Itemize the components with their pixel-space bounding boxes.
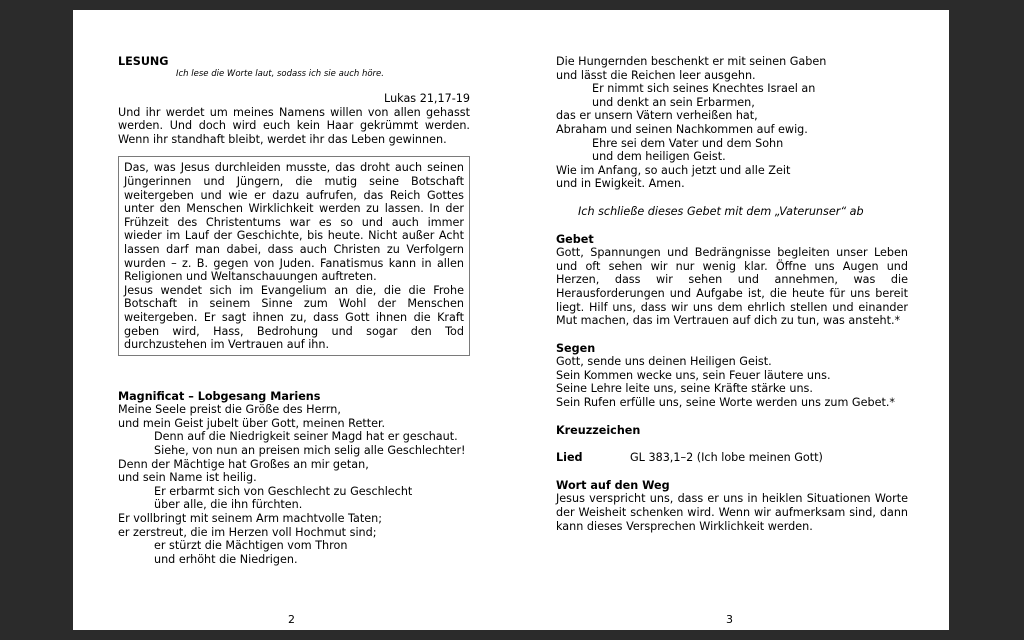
verse-line: Ehre sei dem Vater und dem Sohn: [592, 136, 784, 150]
verse-line: Denn auf die Niedrigkeit seiner Magd hat er geschaut.: [154, 430, 458, 444]
magnificat-verses: [118, 403, 470, 566]
verse-line: über alle, die ihn fürchten.: [154, 498, 303, 512]
verse-line: Abraham und seinen Nachkommen auf ewig.: [556, 122, 808, 136]
verse-line: Er nimmt sich seines Knechtes Israel an: [592, 82, 816, 96]
wort-text: Jesus verspricht uns, dass er uns in heiklen Situationen Worte der Weisheit schenken wird. Wenn wir aufmerksam sind, dann kann dieses Versprechen Wirklichkeit werden.: [556, 492, 908, 533]
verse-line: und in Ewigkeit. Amen.: [556, 177, 685, 191]
segen-line: Sein Kommen wecke uns, sein Feuer läutere uns.: [556, 368, 831, 382]
lied-row: [556, 451, 908, 465]
vaterunser-note: Ich schließe dieses Gebet mit dem „Vaterunser“ ab: [578, 204, 864, 218]
lesung-instruction: Ich lese die Worte laut, sodass ich sie auch höre.: [176, 69, 384, 79]
verse-line: Meine Seele preist die Größe des Herrn,: [118, 403, 341, 417]
verse-line: und erhöht die Niedrigen.: [154, 552, 298, 566]
left-page-column: [118, 55, 470, 566]
verse-line: und mein Geist jubelt über Gott, meinen Retter.: [118, 416, 386, 430]
bible-reference: Lukas 21,17-19: [384, 92, 470, 105]
commentary-paragraph-2: Jesus wendet sich im Evangelium an die, die die Frohe Botschaft in seinem Sinne zum Wohl der Menschen weitergeben. Er sagt ihnen zu, dass Gott ihnen die Kraft geben wird, Hass, Bedrohung und sogar den Tod durchzustehen im Vertrauen auf ihn.: [124, 283, 464, 352]
right-page-column: [556, 55, 908, 533]
verse-line: Siehe, von nun an preisen mich selig alle Geschlechter!: [154, 444, 466, 458]
verse-line: Wie im Anfang, so auch jetzt und alle Zeit: [556, 163, 791, 177]
segen-heading: Segen: [556, 341, 596, 355]
verse-line: er zerstreut, die im Herzen voll Hochmut sind;: [118, 525, 377, 539]
gebet-text: Gott, Spannungen und Bedrängnisse begleiten unser Leben und oft sehen wir nur wenig klar. Öffne uns Augen und Herzen, dass wir sehen und annehmen, was die Herausforderungen und Aufgabe ist, die heute für uns bereit liegt. Hilf uns, dass wir uns dem ehrlich stellen und einander Mut machen, das im Vertrauen auf dich zu tun, was ansteht.*: [556, 246, 908, 328]
verse-line: Er erbarmt sich von Geschlecht zu Geschlecht: [154, 484, 413, 498]
verse-line: und denkt an sein Erbarmen,: [592, 95, 755, 109]
page-number-right: 3: [726, 613, 733, 626]
document-page-spread: [73, 10, 949, 630]
lesung-heading: LESUNG: [118, 55, 169, 68]
commentary-box: [118, 156, 470, 355]
lied-text: GL 383,1–2 (Ich lobe meinen Gott): [630, 451, 823, 465]
segen-line: Sein Rufen erfülle uns, seine Worte werden uns zum Gebet.*: [556, 396, 896, 410]
segen-line: Seine Lehre leite uns, seine Kräfte stärke uns.: [556, 382, 813, 396]
segen-line: Gott, sende uns deinen Heiligen Geist.: [556, 355, 772, 369]
verse-line: und dem heiligen Geist.: [592, 150, 726, 164]
lied-label: Lied: [556, 451, 583, 465]
wort-heading: Wort auf den Weg: [556, 478, 670, 492]
verse-line: Denn der Mächtige hat Großes an mir getan,: [118, 457, 369, 471]
segen-text: [556, 355, 908, 409]
verse-line: Die Hungernden beschenkt er mit seinen Gaben: [556, 55, 827, 68]
verse-line: Er vollbringt mit seinem Arm machtvolle Taten;: [118, 512, 383, 526]
reading-text: Und ihr werdet um meines Namens willen von allen gehasst werden. Und doch wird euch kein Haar gekrümmt werden. Wenn ihr standhaft bleibt, werdet ihr das Leben gewinnen.: [118, 105, 470, 146]
magnificat-heading: Magnificat – Lobgesang Mariens: [118, 389, 321, 403]
verse-line: er stürzt die Mächtigen vom Thron: [154, 539, 348, 553]
verse-line: das er unsern Vätern verheißen hat,: [556, 109, 758, 123]
gebet-heading: Gebet: [556, 232, 594, 246]
verse-line: und lässt die Reichen leer ausgehn.: [556, 68, 756, 82]
kreuzzeichen-heading: Kreuzzeichen: [556, 423, 641, 437]
magnificat-continuation: [556, 55, 908, 191]
page-number-left: 2: [288, 613, 295, 626]
verse-line: und sein Name ist heilig.: [118, 471, 257, 485]
commentary-paragraph-1: Das, was Jesus durchleiden musste, das droht auch seinen Jüngerinnen und Jüngern, die mutig seine Botschaft weitergeben und wie er dazu aufrufen, das Reich Gottes unter den Menschen Wirklichkeit werden zu lassen. In der Frühzeit des Christentums war es so und auch immer wieder im Lauf der Geschichte, bis heute. Nicht außer Acht lassen darf man dabei, dass auch Christen zu Verfolgern wurden – z. B. gegen von Juden. Fanatismus kann in allen Religionen und Weltanschauungen auftreten.: [124, 161, 464, 284]
